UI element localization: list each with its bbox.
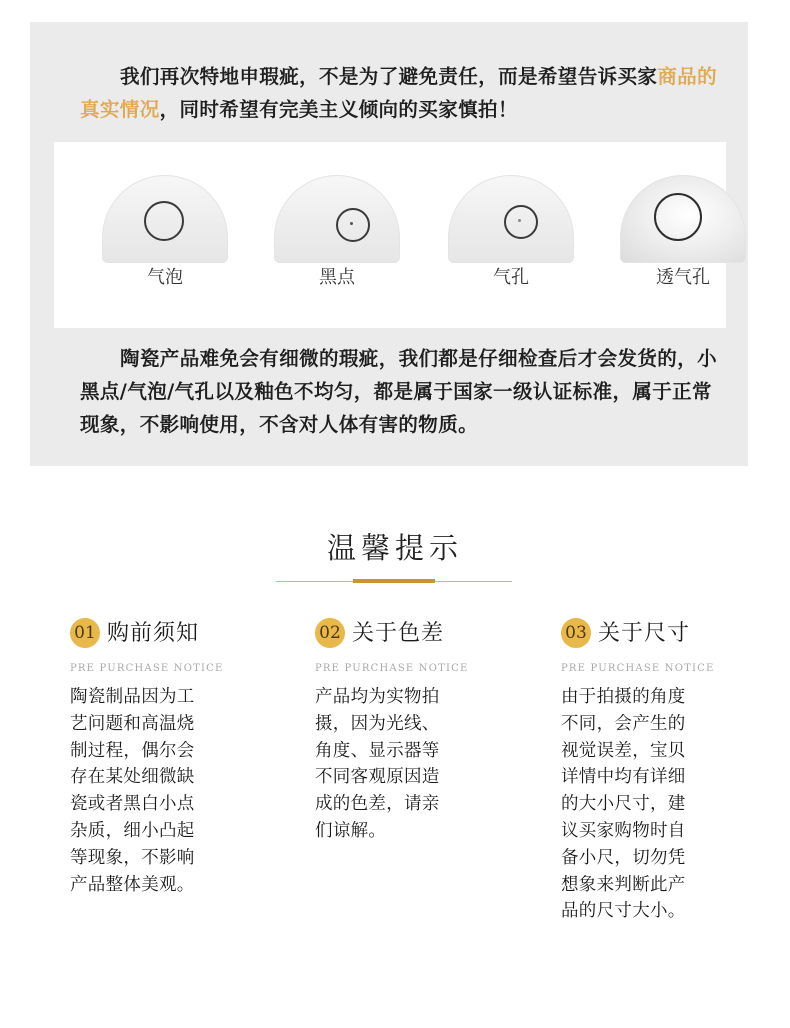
intro-text-end: ，同时希望有完美主义倾向的买家慎拍！: [159, 98, 518, 121]
ceramic-sample-image: [448, 175, 574, 263]
sample-label: 透气孔: [656, 267, 710, 288]
tip-line: 们谅解。: [315, 820, 387, 841]
tip-line: 摄，因为光线、: [315, 713, 440, 734]
highlight-circle-icon: [654, 193, 702, 241]
number-badge: 01: [70, 618, 100, 648]
title-divider-accent: [353, 579, 435, 583]
tip-line: 不同客观原因造: [315, 767, 440, 788]
number-badge: 02: [315, 618, 345, 648]
sample-bubble: [102, 175, 228, 295]
black-dot-icon: [350, 222, 353, 225]
pore-dot-icon: [518, 219, 521, 222]
tip-line: 杂质，细小凸起: [70, 820, 195, 841]
intro-text-start: 我们再次特地申瑕疵，不是为了避免责任，而是希望告诉买家: [120, 65, 658, 88]
tip-line: 角度、显示器等: [315, 740, 440, 761]
defect-notice-panel: [30, 22, 748, 466]
sample-black-dot: [274, 175, 400, 295]
tip-body: [315, 684, 493, 845]
tip-line: 不同，会产生的: [561, 713, 686, 734]
tip-subtitle: PRE PURCHASE NOTICE: [315, 663, 469, 674]
intro-paragraph: [80, 60, 730, 126]
tip-body: [561, 684, 739, 925]
tip-line: 等现象，不影响: [70, 847, 195, 868]
highlight-circle-icon: [144, 201, 184, 241]
sample-label: 黑点: [319, 267, 355, 288]
tip-line: 视觉误差，宝贝: [561, 740, 686, 761]
tip-line: 成的色差，请亲: [315, 794, 440, 815]
ceramic-sample-image: [274, 175, 400, 263]
ceramic-text: 陶瓷产品难免会有细微的瑕疵，我们都是仔细检查后才会发货的，小黑点/气泡/气孔以及釉色不均匀，都是属于国家一级认证标准，属于正常现象，不影响使用，不含对人体有害的物质。: [80, 347, 718, 436]
sample-label: 气泡: [147, 267, 183, 288]
tip-line: 产品整体美观。: [70, 874, 195, 895]
intro-highlight: 商品的真实情况: [80, 65, 718, 121]
ceramic-sample-image: [102, 175, 228, 263]
sample-vent-hole: [620, 175, 746, 295]
tip-line: 艺问题和高温烧: [70, 713, 195, 734]
tips-title: 温馨提示: [326, 531, 463, 565]
tip-subtitle: PRE PURCHASE NOTICE: [561, 663, 715, 674]
tip-body: [70, 684, 248, 898]
highlight-circle-icon: [504, 205, 538, 239]
defect-samples-strip: [54, 142, 726, 328]
tip-line: 由于拍摄的角度: [561, 687, 686, 707]
tip-title: 关于色差: [352, 621, 445, 646]
tip-line: 备小尺，切勿凭: [561, 847, 686, 868]
tip-line: 详情中均有详细: [561, 767, 686, 788]
tip-title: 购前须知: [107, 621, 200, 646]
sample-pore: [448, 175, 574, 295]
tip-line: 存在某处细微缺: [70, 767, 195, 788]
number-badge: 03: [561, 618, 591, 648]
tip-line: 想象来判断此产: [561, 874, 686, 895]
tip-line: 议买家购物时自: [561, 820, 686, 841]
tip-subtitle: PRE PURCHASE NOTICE: [70, 663, 224, 674]
tip-line: 品的尺寸大小。: [561, 901, 686, 922]
ceramic-sample-image: [620, 175, 746, 263]
highlight-circle-icon: [336, 208, 370, 242]
tip-line: 产品均为实物拍: [315, 687, 440, 707]
sample-label: 气孔: [493, 267, 529, 288]
tip-line: 陶瓷制品因为工: [70, 687, 195, 707]
tip-line: 制过程，偶尔会: [70, 740, 195, 761]
tip-line: 瓷或者黑白小点: [70, 794, 195, 815]
tip-title: 关于尺寸: [598, 621, 691, 646]
tip-line: 的大小尺寸，建: [561, 794, 686, 815]
ceramic-paragraph: [80, 342, 730, 441]
